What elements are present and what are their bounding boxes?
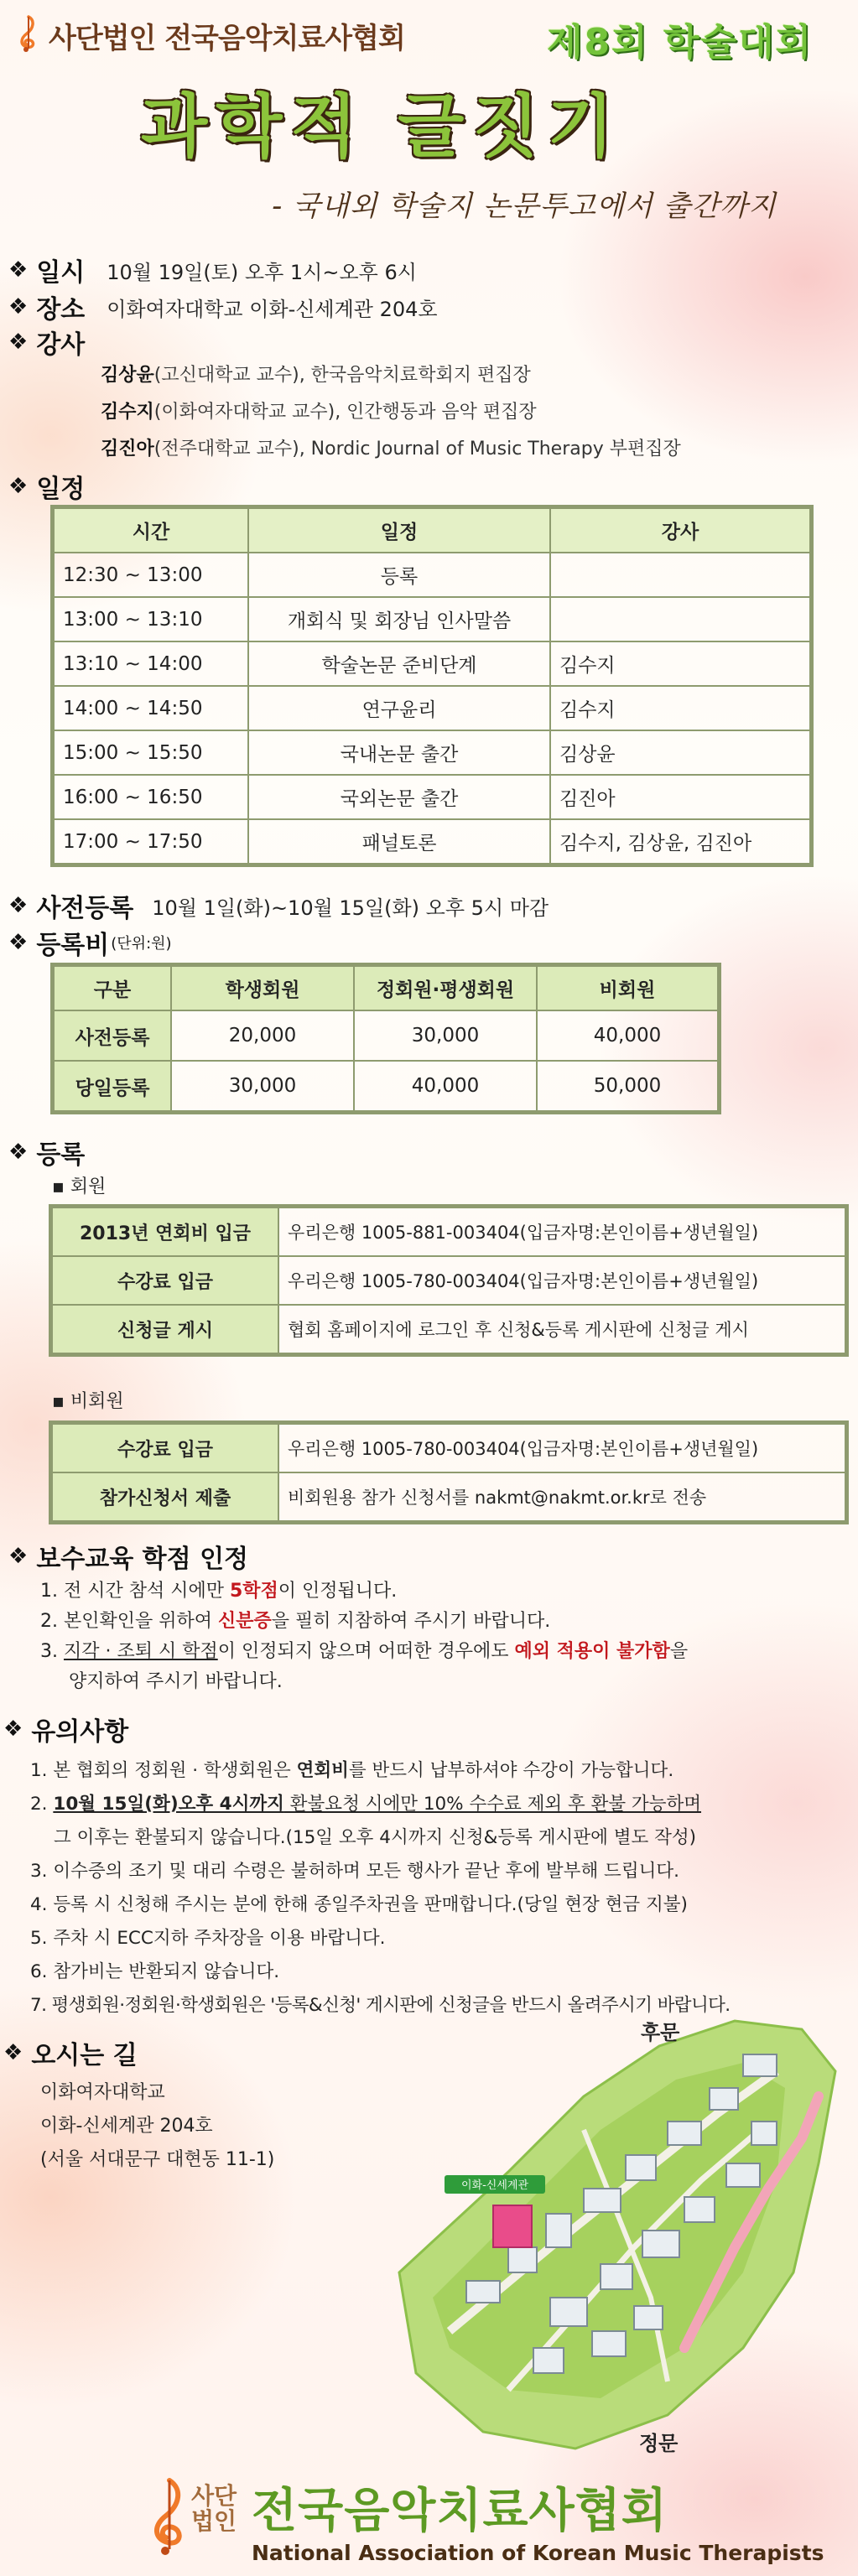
- section-registration: [8, 1134, 85, 1171]
- table-row: 2013년 연회비 입금 우리은행 1005-881-003404(입금자명:본인이름+생년월일): [52, 1208, 845, 1256]
- notes-label: 유의사항: [31, 1717, 129, 1747]
- directions-label: 오시는 길: [31, 2041, 138, 2070]
- column-header: 학생회원: [171, 966, 354, 1010]
- main-title: 과학적 글짓기: [141, 87, 622, 167]
- table-row: 수강료 입금 우리은행 1005-780-003404(입금자명:본인이름+생년월일): [52, 1256, 845, 1305]
- diamond-bullet-icon: ❖: [8, 257, 29, 283]
- list-item: 3. 이수증의 조기 및 대리 수령은 불허하며 모든 행사가 끝난 후에 발부해 드립니다.: [30, 1861, 679, 1882]
- list-item: 4. 등록 시 신청해 주시는 분에 한해 종일주차권을 판매합니다.(당일 현장 현금 지불): [30, 1894, 688, 1915]
- schedule-table: [50, 505, 814, 867]
- footer-organization-english: National Association of Korean Music Therapists: [252, 2541, 824, 2565]
- table-row: 13:00 ~ 13:10 개회식 및 회장님 인사말씀: [54, 597, 810, 641]
- column-header: 정회원·평생회원: [354, 966, 537, 1010]
- column-header: 일정: [248, 508, 550, 553]
- section-credit: [8, 1538, 248, 1575]
- nonmember-registration-table: [49, 1420, 849, 1524]
- table-row: 15:00 ~ 15:50 국내논문 출간 김상윤: [54, 730, 810, 775]
- list-item: 2. 본인확인을 위하여 신분증을 필히 지참하여 주시기 바랍니다.: [40, 1611, 551, 1632]
- square-bullet-icon: ▪: [52, 1176, 65, 1197]
- diamond-bullet-icon: ❖: [8, 893, 29, 918]
- list-item-continued: 그 이후는 환불되지 않습니다.(15일 오후 4시까지 신청&등록 게시판에 별도 작성): [54, 1827, 696, 1848]
- address-line: (서울 서대문구 대현동 11-1): [40, 2149, 275, 2170]
- section-directions: [3, 2034, 138, 2071]
- table-row: 17:00 ~ 17:50 패널토론 김수지, 김상윤, 김진아: [54, 819, 810, 864]
- table-row: 14:00 ~ 14:50 연구윤리 김수지: [54, 686, 810, 730]
- preregistration-value: 10월 1일(화)~10월 15일(화) 오후 5시 마감: [152, 896, 549, 920]
- diamond-bullet-icon: ❖: [3, 1716, 23, 1742]
- list-item: 7. 평생회원·정회원·학생회원은 '등록&신청' 게시판에 신청글을 반드시 올려주시기 바랍니다.: [30, 1995, 731, 2016]
- table-row: 신청글 게시 협회 홈페이지에 로그인 후 신청&등록 게시판에 신청글 게시: [52, 1305, 845, 1353]
- list-item: 1. 본 협회의 정회원 · 학생회원은 연회비를 반드시 납부하셔야 수강이 가능합니다.: [30, 1760, 674, 1781]
- fee-label: 등록비: [36, 931, 110, 960]
- fee-unit: (단위:원): [111, 935, 172, 953]
- section-fee: [8, 924, 172, 961]
- diamond-bullet-icon: ❖: [8, 1140, 29, 1165]
- map-building-label: 이화-신세계관: [460, 2179, 529, 2192]
- address-block: [40, 2076, 274, 2177]
- square-bullet-icon: ▪: [52, 1391, 65, 1412]
- place-value: 이화여자대학교 이화-신세계관 204호: [107, 297, 438, 321]
- table-row: 사전등록 20,000 30,000 40,000: [54, 1010, 718, 1061]
- member-registration-table: [49, 1204, 849, 1357]
- campus-map: [382, 1996, 852, 2465]
- lecturer-item: 김상윤(고신대학교 교수), 한국음악치료학회지 편집장: [101, 365, 531, 386]
- nonmember-subheading: ▪ 비회원: [52, 1391, 124, 1412]
- registration-label: 등록: [36, 1140, 86, 1170]
- preregistration-label: 사전등록: [36, 894, 134, 923]
- table-row: 수강료 입금 우리은행 1005-780-003404(입금자명:본인이름+생년월일): [52, 1424, 845, 1472]
- section-notes: [3, 1711, 128, 1748]
- fee-table: [50, 963, 721, 1114]
- list-item: 2. 10월 15일(화)오후 4시까지 환불요청 시에만 10% 수수료 제외 후 환불 가능하며: [30, 1794, 702, 1815]
- event-title: 제8회 학술대회: [547, 21, 813, 64]
- place-label: 장소: [36, 295, 86, 325]
- column-header: 강사: [550, 508, 810, 553]
- list-item: 6. 참가비는 반환되지 않습니다.: [30, 1961, 280, 1982]
- address-line: 이화-신세계관 204호: [40, 2116, 213, 2137]
- map-main-gate-label: 정문: [639, 2432, 679, 2455]
- section-schedule: [8, 468, 85, 505]
- diamond-bullet-icon: ❖: [8, 474, 29, 499]
- column-header: 시간: [54, 508, 248, 553]
- diamond-bullet-icon: ❖: [8, 330, 29, 355]
- lecturer-item: 김수지(이화여자대학교 교수), 인간행동과 음악 편집장: [101, 402, 537, 423]
- section-preregistration: [8, 887, 549, 924]
- column-header: 구분: [54, 966, 171, 1010]
- lecturer-item: 김진아(전주대학교 교수), Nordic Journal of Music Therapy 부편집장: [101, 439, 681, 460]
- column-header: 비회원: [537, 966, 718, 1010]
- subtitle: - 국내외 학술지 논문투고에서 출간까지: [272, 190, 777, 223]
- diamond-bullet-icon: ❖: [8, 294, 29, 319]
- list-item: 1. 전 시간 참석 시에만 5학점이 인정됩니다.: [40, 1581, 398, 1602]
- table-header-row: [54, 508, 810, 553]
- table-row: 13:10 ~ 14:00 학술논문 준비단계 김수지: [54, 641, 810, 686]
- schedule-label: 일정: [36, 475, 86, 504]
- diamond-bullet-icon: ❖: [8, 1544, 29, 1569]
- organization-name: 사단법인 전국음악치료사협회: [49, 22, 405, 55]
- date-value: 10월 19일(토) 오후 1시~오후 6시: [107, 260, 417, 284]
- table-row: 당일등록 30,000 40,000 50,000: [54, 1061, 718, 1111]
- date-label: 일시: [36, 258, 86, 288]
- treble-clef-logo-icon: [15, 15, 40, 52]
- list-item: 5. 주차 시 ECC지하 주차장을 이용 바랍니다.: [30, 1928, 386, 1949]
- list-item-continued: 양지하여 주시기 바랍니다.: [69, 1671, 283, 1692]
- section-lecturers: [8, 324, 85, 361]
- map-back-gate-label: 후문: [641, 2021, 680, 2044]
- treble-clef-logo-icon: [144, 2477, 191, 2556]
- footer-corporation-mark: 사단 법인: [191, 2482, 237, 2535]
- member-subheading: ▪ 회원: [52, 1176, 107, 1197]
- diamond-bullet-icon: ❖: [8, 930, 29, 955]
- table-header-row: [54, 966, 718, 1010]
- diamond-bullet-icon: ❖: [3, 2040, 23, 2065]
- table-row: 12:30 ~ 13:00 등록: [54, 553, 810, 597]
- address-line: 이화여자대학교: [40, 2082, 165, 2103]
- table-row: 참가신청서 제출 비회원용 참가 신청서를 nakmt@nakmt.or.kr로 전송: [52, 1472, 845, 1521]
- footer-organization-name: 전국음악치료사협회: [252, 2484, 668, 2538]
- notes-list: [30, 1754, 731, 2023]
- lecturer-label: 강사: [36, 330, 86, 360]
- section-date: [8, 252, 417, 288]
- table-row: 16:00 ~ 16:50 국외논문 출간 김진아: [54, 775, 810, 819]
- credit-list: [40, 1576, 688, 1697]
- credit-label: 보수교육 학점 인정: [36, 1545, 249, 1574]
- list-item: 3. 지각 · 조퇴 시 학점이 인정되지 않으며 어떠한 경우에도 예외 적용이 불가함을: [40, 1641, 689, 1662]
- section-place: [8, 288, 438, 325]
